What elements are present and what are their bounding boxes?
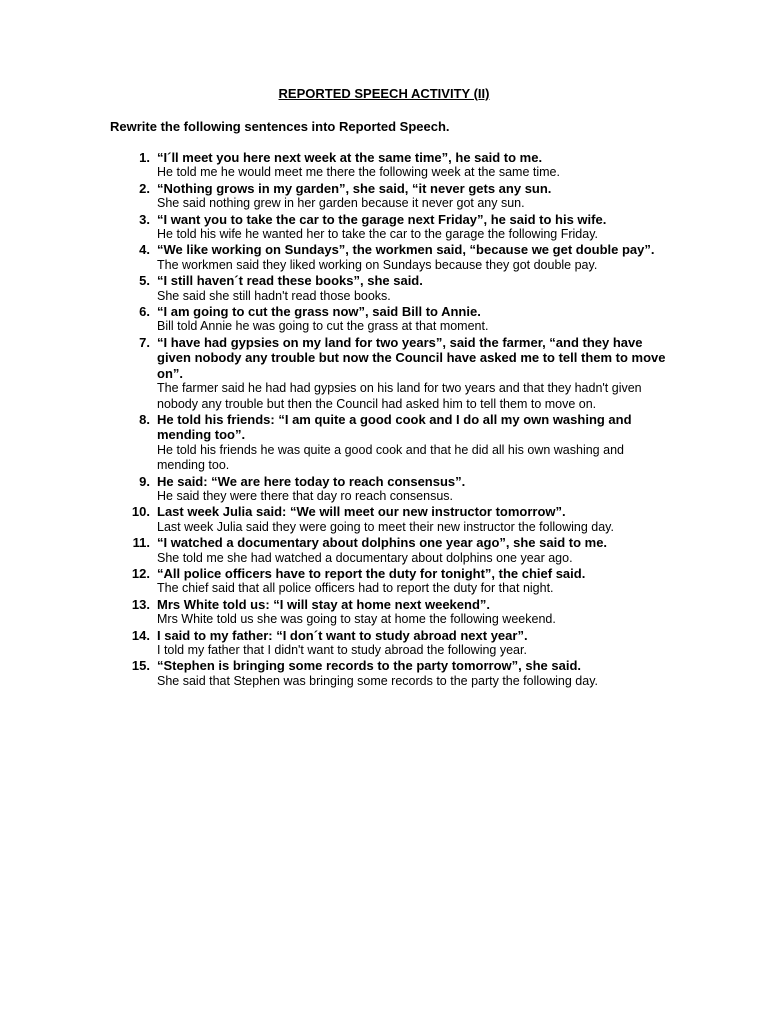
exercise-item bbox=[110, 181, 670, 212]
item-number: 13. bbox=[131, 596, 150, 612]
item-question: “I´ll meet you here next week at the same time”, he said to me. bbox=[157, 150, 543, 165]
item-number: 8. bbox=[139, 411, 150, 427]
item-question: He said: “We are here today to reach consensus”. bbox=[157, 473, 466, 489]
exercise-item bbox=[110, 597, 670, 628]
item-question: “I am going to cut the grass now”, said Bill to Annie. bbox=[157, 304, 481, 320]
exercise-item bbox=[110, 212, 670, 243]
instruction-text: Rewrite the following sentences into Reported Speech. bbox=[110, 119, 450, 134]
item-answer: Bill told Annie he was going to cut the grass at that moment. bbox=[157, 319, 489, 334]
item-answer: He told his friends he was quite a good cook and that he did all his own washing and mending too. bbox=[157, 442, 624, 473]
item-answer: She said that Stephen was bringing some records to the party the following day. bbox=[157, 673, 598, 688]
item-question: “I have had gypsies on my land for two years”, said the farmer, “and they have given nobody any trouble but now the Council have asked me to tell them to move on”. bbox=[157, 334, 666, 381]
item-answer: Last week Julia said they were going to meet their new instructor the following day. bbox=[157, 519, 614, 534]
exercise-item bbox=[110, 628, 670, 659]
item-question: “I still haven´t read these books”, she said. bbox=[157, 273, 423, 289]
item-question: Mrs White told us: “I will stay at home next weekend”. bbox=[157, 596, 491, 612]
item-number: 7. bbox=[139, 334, 150, 350]
item-number: 6. bbox=[139, 304, 150, 320]
exercise-list bbox=[110, 150, 670, 689]
exercise-item bbox=[110, 304, 670, 335]
item-question: “Nothing grows in my garden”, she said, “it never gets any sun. bbox=[157, 180, 552, 196]
exercise-item bbox=[110, 150, 670, 181]
item-answer: Mrs White told us she was going to stay at home the following weekend. bbox=[157, 612, 556, 627]
item-number: 2. bbox=[139, 180, 150, 196]
item-answer: She told me she had watched a documentary about dolphins one year ago. bbox=[157, 550, 573, 565]
item-answer: He said they were there that day ro reach consensus. bbox=[157, 488, 453, 503]
document-title: REPORTED SPEECH ACTIVITY (II) bbox=[278, 86, 490, 101]
item-answer: She said nothing grew in her garden because it never got any sun. bbox=[157, 196, 525, 211]
item-number: 4. bbox=[139, 242, 150, 258]
item-question: “We like working on Sundays”, the workmen said, “because we get double pay”. bbox=[157, 242, 655, 258]
exercise-item bbox=[110, 535, 670, 566]
item-number: 3. bbox=[139, 211, 150, 227]
item-answer: The chief said that all police officers had to report the duty for that night. bbox=[157, 581, 554, 596]
item-number: 12. bbox=[131, 565, 150, 581]
exercise-item bbox=[110, 658, 670, 689]
exercise-item bbox=[110, 335, 670, 412]
item-answer: The workmen said they liked working on Sundays because they got double pay. bbox=[157, 257, 598, 272]
exercise-item bbox=[110, 504, 670, 535]
item-question: “All police officers have to report the duty for tonight”, the chief said. bbox=[157, 565, 586, 581]
item-number: 10. bbox=[131, 504, 150, 520]
item-answer: I told my father that I didn't want to study abroad the following year. bbox=[157, 643, 527, 657]
item-question: “I watched a documentary about dolphins one year ago”, she said to me. bbox=[157, 535, 608, 551]
exercise-item bbox=[110, 273, 670, 304]
exercise-item bbox=[110, 566, 670, 597]
item-number: 5. bbox=[139, 273, 150, 289]
item-question: “I want you to take the car to the garage next Friday”, he said to his wife. bbox=[157, 211, 607, 227]
item-answer: She said she still hadn't read those books. bbox=[157, 288, 391, 303]
item-question: Last week Julia said: “We will meet our new instructor tomorrow”. bbox=[157, 504, 566, 520]
item-answer: He told me he would meet me there the following week at the same time. bbox=[157, 165, 560, 180]
item-number: 15. bbox=[131, 658, 150, 674]
exercise-item bbox=[110, 474, 670, 505]
exercise-item bbox=[110, 412, 670, 474]
item-answer: He told his wife he wanted her to take the car to the garage the following Friday. bbox=[157, 227, 598, 242]
item-answer: The farmer said he had had gypsies on his land for two years and that they hadn't given nobody any trouble but then the Council had asked him to tell them to move on. bbox=[157, 381, 642, 411]
item-number: 9. bbox=[139, 473, 150, 489]
item-number: 11. bbox=[132, 535, 150, 551]
exercise-item bbox=[110, 242, 670, 273]
item-number: 1. bbox=[139, 150, 150, 165]
item-number: 14. bbox=[131, 627, 150, 643]
item-question: He told his friends: “I am quite a good cook and I do all my own washing and mending too”. bbox=[157, 411, 632, 443]
item-question: I said to my father: “I don´t want to study abroad next year”. bbox=[157, 627, 528, 643]
item-question: “Stephen is bringing some records to the party tomorrow”, she said. bbox=[157, 658, 582, 674]
